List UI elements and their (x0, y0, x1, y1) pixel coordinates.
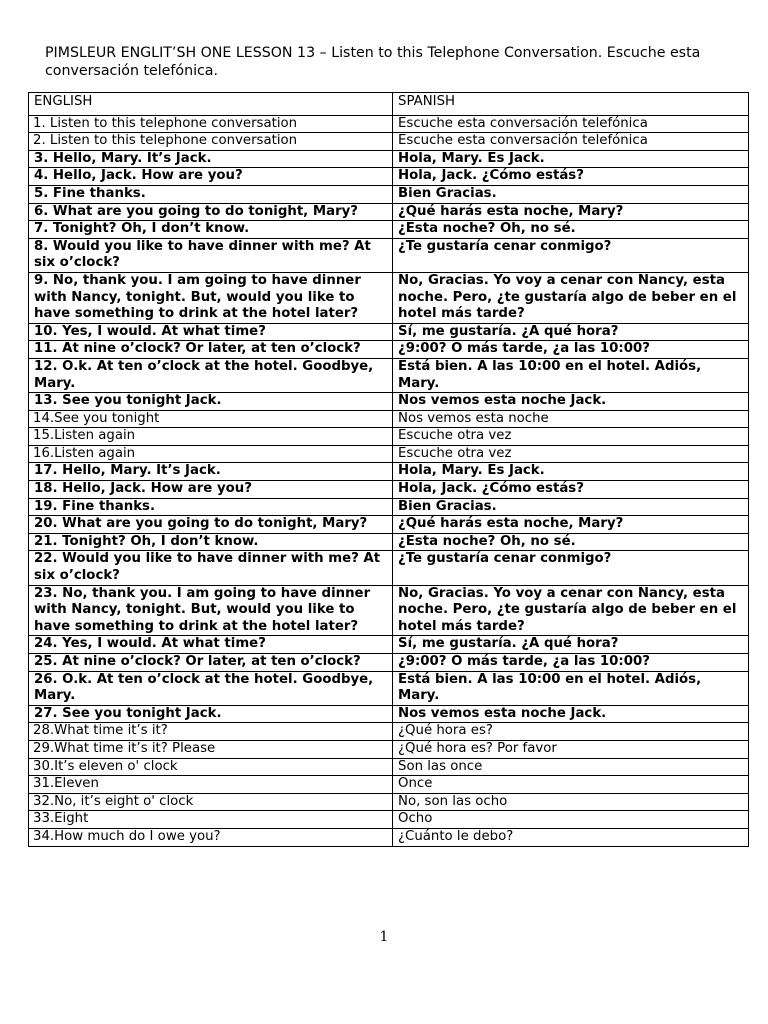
spanish-cell: Nos vemos esta noche (393, 410, 749, 428)
table-row (29, 410, 749, 428)
spanish-cell: Escuche esta conversación telefónica (393, 133, 749, 151)
english-cell: 26. O.k. At ten o’clock at the hotel. Goodbye, Mary. (29, 671, 393, 705)
english-cell: 33.Eight (29, 811, 393, 829)
english-cell: 10. Yes, I would. At what time? (29, 323, 393, 341)
table-row (29, 740, 749, 758)
spanish-cell: Hola, Jack. ¿Cómo estás? (393, 481, 749, 499)
table-row (29, 705, 749, 723)
english-cell: 13. See you tonight Jack. (29, 393, 393, 411)
english-cell: 2. Listen to this telephone conversation (29, 133, 393, 151)
table-row (29, 551, 749, 585)
spanish-cell: Está bien. A las 10:00 en el hotel. Adiós, Mary. (393, 358, 749, 392)
table-row (29, 463, 749, 481)
table-row (29, 654, 749, 672)
table-row (29, 758, 749, 776)
table-row (29, 221, 749, 239)
english-cell: 19. Fine thanks. (29, 498, 393, 516)
spanish-cell: ¿Qué harás esta noche, Mary? (393, 516, 749, 534)
english-cell: 15.Listen again (29, 428, 393, 446)
table-row (29, 133, 749, 151)
table-row (29, 516, 749, 534)
table-row (29, 481, 749, 499)
english-cell: 23. No, thank you. I am going to have dinner with Nancy, tonight. But, would you like to have something to drink at the hotel later? (29, 585, 393, 636)
spanish-cell: ¿Qué hora es? Por favor (393, 740, 749, 758)
spanish-cell: No, Gracias. Yo voy a cenar con Nancy, esta noche. Pero, ¿te gustaría algo de beber en el hotel más tarde? (393, 272, 749, 323)
spanish-cell: ¿Cuánto le debo? (393, 828, 749, 846)
table-row (29, 150, 749, 168)
english-cell: 3. Hello, Mary. It’s Jack. (29, 150, 393, 168)
table-row (29, 811, 749, 829)
column-header-spanish: SPANISH (393, 93, 749, 116)
table-row (29, 498, 749, 516)
table-row (29, 185, 749, 203)
spanish-cell: ¿Qué harás esta noche, Mary? (393, 203, 749, 221)
spanish-cell: Hola, Mary. Es Jack. (393, 150, 749, 168)
spanish-cell: No, son las ocho (393, 793, 749, 811)
page-number: 1 (379, 929, 389, 945)
table-body (29, 115, 749, 846)
english-cell: 30.It’s eleven o' clock (29, 758, 393, 776)
english-cell: 18. Hello, Jack. How are you? (29, 481, 393, 499)
spanish-cell: ¿Te gustaría cenar conmigo? (393, 551, 749, 585)
spanish-cell: Bien Gracias. (393, 185, 749, 203)
spanish-cell: ¿Te gustaría cenar conmigo? (393, 238, 749, 272)
english-cell: 6. What are you going to do tonight, Mary? (29, 203, 393, 221)
english-cell: 28.What time it’s it? (29, 723, 393, 741)
english-cell: 32.No, it’s eight o' clock (29, 793, 393, 811)
column-header-english: ENGLISH (29, 93, 393, 116)
spanish-cell: No, Gracias. Yo voy a cenar con Nancy, esta noche. Pero, ¿te gustaría algo de beber en el hotel más tarde? (393, 585, 749, 636)
table-row (29, 723, 749, 741)
spanish-cell: ¿Esta noche? Oh, no sé. (393, 221, 749, 239)
english-cell: 20. What are you going to do tonight, Mary? (29, 516, 393, 534)
table-row (29, 636, 749, 654)
table-row (29, 168, 749, 186)
table-row (29, 341, 749, 359)
table-row (29, 238, 749, 272)
spanish-cell: Bien Gracias. (393, 498, 749, 516)
spanish-cell: ¿Esta noche? Oh, no sé. (393, 533, 749, 551)
table-row (29, 828, 749, 846)
spanish-cell: Once (393, 776, 749, 794)
english-cell: 14.See you tonight (29, 410, 393, 428)
spanish-cell: ¿9:00? O más tarde, ¿a las 10:00? (393, 341, 749, 359)
english-cell: 21. Tonight? Oh, I don’t know. (29, 533, 393, 551)
table-row (29, 793, 749, 811)
table-row (29, 115, 749, 133)
english-cell: 31.Eleven (29, 776, 393, 794)
english-cell: 27. See you tonight Jack. (29, 705, 393, 723)
english-cell: 25. At nine o’clock? Or later, at ten o’clock? (29, 654, 393, 672)
spanish-cell: ¿9:00? O más tarde, ¿a las 10:00? (393, 654, 749, 672)
table-row (29, 358, 749, 392)
spanish-cell: Escuche esta conversación telefónica (393, 115, 749, 133)
table-row (29, 776, 749, 794)
english-cell: 12. O.k. At ten o’clock at the hotel. Goodbye, Mary. (29, 358, 393, 392)
english-cell: 24. Yes, I would. At what time? (29, 636, 393, 654)
english-cell: 1. Listen to this telephone conversation (29, 115, 393, 133)
english-cell: 34.How much do I owe you? (29, 828, 393, 846)
english-cell: 4. Hello, Jack. How are you? (29, 168, 393, 186)
english-cell: 11. At nine o’clock? Or later, at ten o’clock? (29, 341, 393, 359)
english-cell: 16.Listen again (29, 445, 393, 463)
spanish-cell: ¿Qué hora es? (393, 723, 749, 741)
spanish-cell: Sí, me gustaría. ¿A qué hora? (393, 636, 749, 654)
spanish-cell: Ocho (393, 811, 749, 829)
spanish-cell: Sí, me gustaría. ¿A qué hora? (393, 323, 749, 341)
english-cell: 8. Would you like to have dinner with me? At six o’clock? (29, 238, 393, 272)
spanish-cell: Hola, Mary. Es Jack. (393, 463, 749, 481)
spanish-cell: Son las once (393, 758, 749, 776)
spanish-cell: Escuche otra vez (393, 428, 749, 446)
table-row (29, 445, 749, 463)
spanish-cell: Nos vemos esta noche Jack. (393, 705, 749, 723)
table-header-row (29, 93, 749, 116)
english-cell: 22. Would you like to have dinner with me? At six o’clock? (29, 551, 393, 585)
lesson-table (28, 92, 749, 847)
english-cell: 17. Hello, Mary. It’s Jack. (29, 463, 393, 481)
english-cell: 29.What time it’s it? Please (29, 740, 393, 758)
page-heading: PIMSLEUR ENGLIT’SH ONE LESSON 13 – Listen to this Telephone Conversation. Escuche esta conversación telefónica. (45, 45, 701, 79)
spanish-cell: Nos vemos esta noche Jack. (393, 393, 749, 411)
table-row (29, 393, 749, 411)
table-row (29, 671, 749, 705)
english-cell: 5. Fine thanks. (29, 185, 393, 203)
table-row (29, 272, 749, 323)
table-row (29, 428, 749, 446)
table-row (29, 533, 749, 551)
table-row (29, 203, 749, 221)
english-cell: 9. No, thank you. I am going to have dinner with Nancy, tonight. But, would you like to have something to drink at the hotel later? (29, 272, 393, 323)
spanish-cell: Escuche otra vez (393, 445, 749, 463)
spanish-cell: Está bien. A las 10:00 en el hotel. Adiós, Mary. (393, 671, 749, 705)
table-row (29, 323, 749, 341)
spanish-cell: Hola, Jack. ¿Cómo estás? (393, 168, 749, 186)
english-cell: 7. Tonight? Oh, I don’t know. (29, 221, 393, 239)
table-row (29, 585, 749, 636)
